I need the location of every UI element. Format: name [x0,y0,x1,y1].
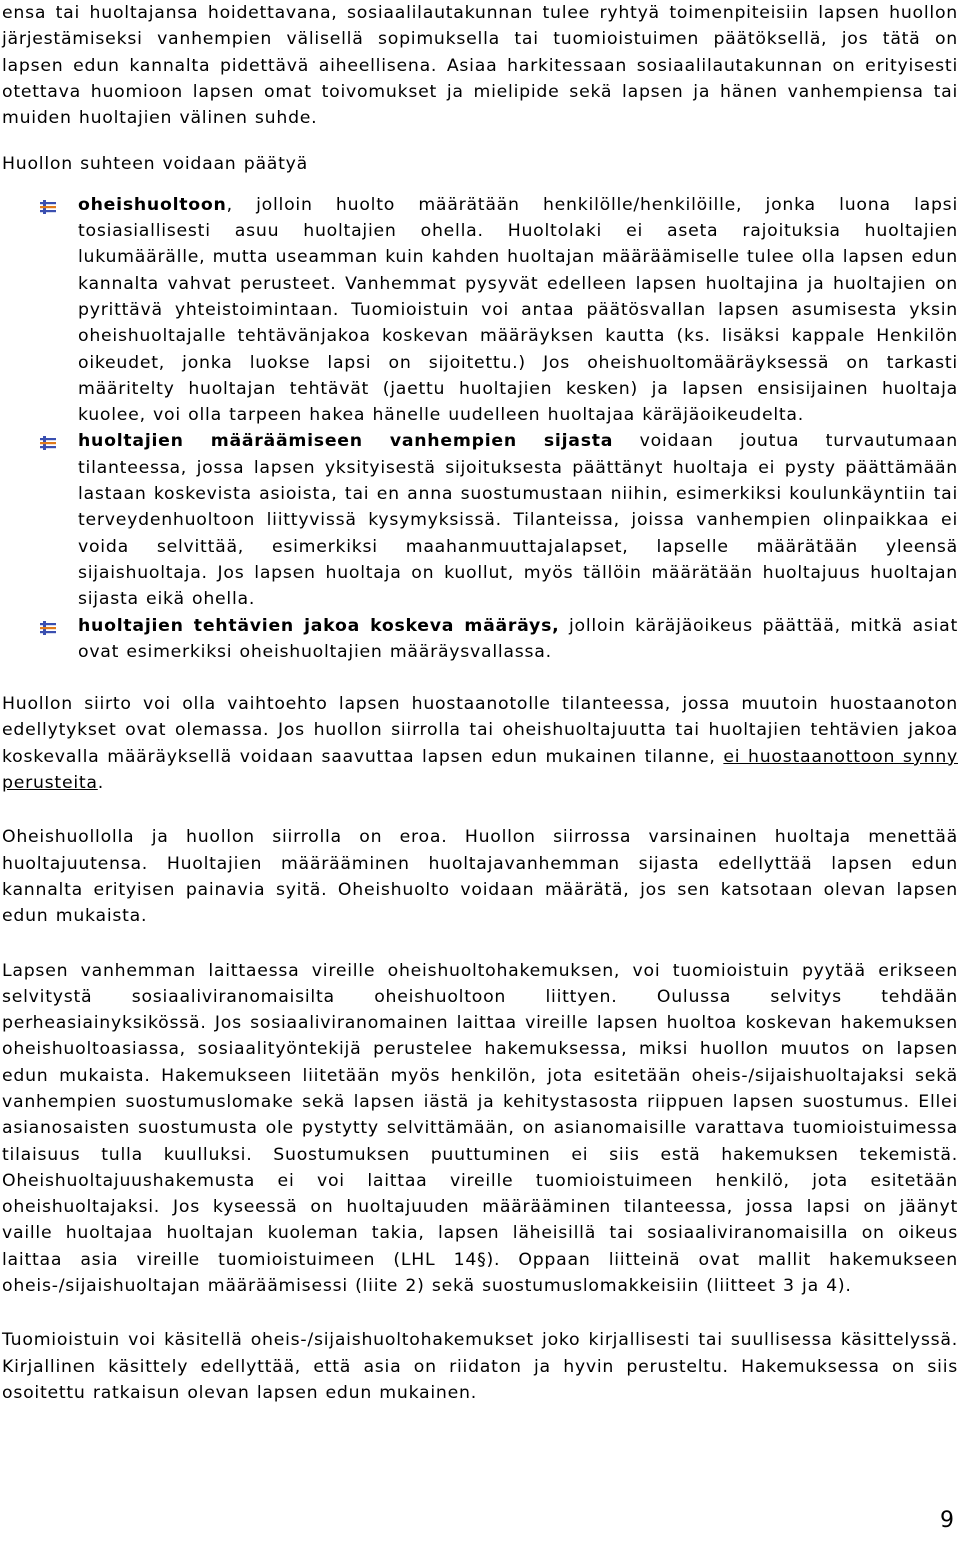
bullet-description: , jolloin huolto määrätään henkilölle/henkilöille, jonka luona lapsi tosiasiallisesti asuu huoltajien ohella. Huoltolaki ei aseta rajoituksia huoltajien lukumäärälle, mutta useamman kuin kahden huoltajan määräämiselle tulee olla lapsen edun kannalta vahvat perusteet. Vanhemmat pysyvät edelleen lapsen huoltajina ja huoltajien on pyrittävä yhteistoimintaan. Tuomioistuin voi antaa päätösvallan lapsen asumisesta yksin oheishuoltajalle tehtävänjakoa koskevan määräyksen kautta (ks. lisäksi kappale Henkilön oikeudet, jonka luokse lapsi on sijoitettu.) Jos oheishuoltomääräyksessä on tarkasti määritelty huoltajan tehtävät (jaettu huoltajien kesken) ja lapsen ensisijainen huoltaja kuolee, voi olla tarpeen hakea hänelle uudelleen huoltajaa käräjäoikeudelta. [78,194,958,426]
paragraph-application: Lapsen vanhemman laittaessa vireille oheishuoltohakemuksen, voi tuomioistuin pyytää erikseen selvitystä sosiaaliviranomaisilta oheishuoltoon liittyen. Oulussa selvitys tehdään perheasiainyksikössä. Jos sosiaaliviranomainen laittaa vireille lapsen huoltoa koskevan hakemuksen oheishuoltoasiassa, sosiaalityöntekijä perustelee hakemuksessa, miksi huollon muutos on lapsen edun mukaista. Hakemukseen liitetään myös henkilön, jota esitetään oheis-/sijaishuoltajaksi sekä vanhempien suostumuslomake sekä lapsen iästä ja kehitystasosta riippuen lapsen suostumus. Ellei asianosaisten suostumusta ole pystytty selvittämään, on asianomaisille varattava tuomioistuimessa tilaisuus tulla kuulluksi. Suostumuksen puuttuminen ei siis estä hakemuksen tekemistä. Oheishuoltajuushakemusta ei voi laittaa vireille tuomioistuimeen henkilö, jota esitetään oheishuoltajaksi. Jos kyseessä on huoltajuuden määrääminen tilanteessa, jossa lapsi on jäänyt vaille huoltajaa huoltajan kuoleman takia, lapsen läheisillä tai sosiaaliviranomaisilla on oikeus laittaa asia vireille tuomioistuimeen (LHL 14§). Oppaan liitteinä ovat mallit hakemukseen oheis-/sijaishuoltajan määräämisessi (liite 2) sekä suostumuslomakkeisiin (liitteet 3 ja 4). [2,960,958,1297]
paragraph-options-lead: Huollon suhteen voidaan päätyä [2,154,308,175]
paragraph-text: Huollon siirto voi olla vaihtoehto lapsen huostaanotolle tilanteessa, jossa muutoin huostaanoton edellytykset ovat olemassa. Jos huollon siirrolla tai oheishuoltajuutta tai huoltajien tehtävien jakoa koskevalla määräyksellä voidaan saavuttaa lapsen edun mukainen tilanne, [2,694,958,767]
list-item [2,428,958,612]
paragraph-court-handling: Tuomioistuin voi käsitellä oheis-/sijaishuoltohakemukset joko kirjallisesti tai suullisessa käsittelyssä. Kirjallinen käsittely edellyttää, että asia on riidaton ja hyvin perusteltu. Hakemuksessa on siis osoitettu ratkaisun olevan lapsen edun mukainen. [2,1330,958,1403]
bullet-term: oheishuoltoon [78,194,227,215]
paragraph-text: . [97,773,104,794]
list-item [2,192,958,429]
bullet-term: huoltajien tehtävien jakoa koskeva määräys, [78,615,560,636]
bullet-text [78,428,958,612]
list-item [2,613,958,666]
stacked-bars-icon [40,200,56,214]
bullet-description: voidaan joutua turvautumaan tilanteessa, jossa lapsen yksityisestä sijoituksesta päättänyt huoltaja ei pysty päättämään lastaan koskevista asioista, tai en anna suostumustaan niihin, esimerkiksi koulunkäyntiin tai terveydenhuoltoon liittyvissä kysymyksissä. Tilanteissa, joissa vanhempien olinpaikkaa ei voida selvittää, esimerkiksi maahanmuuttajalapset, lapselle määrätään yleensä sijaishuoltaja. Jos lapsen huoltaja on kuollut, myös tällöin määrätään huoltajuus huoltajan sijasta eikä ohella. [78,431,958,610]
paragraph-intro: ensa tai huoltajansa hoidettavana, sosiaalilautakunnan tulee ryhtyä toimenpiteisiin lapsen huollon järjestämiseksi vanhempien välisellä sopimuksella tai tuomioistuimen päätöksellä, jos tätä on lapsen edun kannalta pidettävä aiheellisena. Asiaa harkitessaan sosiaalilautakunnan on erityisesti otettava huomioon lapsen omat toivomukset ja mielipide sekä lapsen ja hänen vanhempiensa tai muiden huoltajien välinen suhde. [2,3,958,129]
bullet-term: huoltajien määräämiseen vanhempien sijasta [78,431,614,452]
bullet-description: jolloin käräjäoikeus päättää, mitkä asiat ovat esimerkiksi oheishuoltajien määräysvallassa. [78,615,958,662]
bullet-text [78,192,958,429]
bullet-list [2,192,958,665]
paragraph-difference: Oheishuollolla ja huollon siirrolla on eroa. Huollon siirrossa varsinainen huoltaja menettää huoltajuutensa. Huoltajien määrääminen huoltajavanhemman sijasta edellyttää lapsen edun kannalta erityisen painavia syitä. Oheishuolto voidaan määrätä, jos sen katsotaan olevan lapsen edun mukaista. [2,827,958,927]
paragraph-custody-transfer [2,691,958,796]
stacked-bars-icon [40,436,56,450]
stacked-bars-icon [40,621,56,635]
page-number: 9 [940,1508,954,1533]
bullet-text [78,613,958,666]
underlined-phrase: ei huostaanottoon synny perusteita [2,746,958,794]
